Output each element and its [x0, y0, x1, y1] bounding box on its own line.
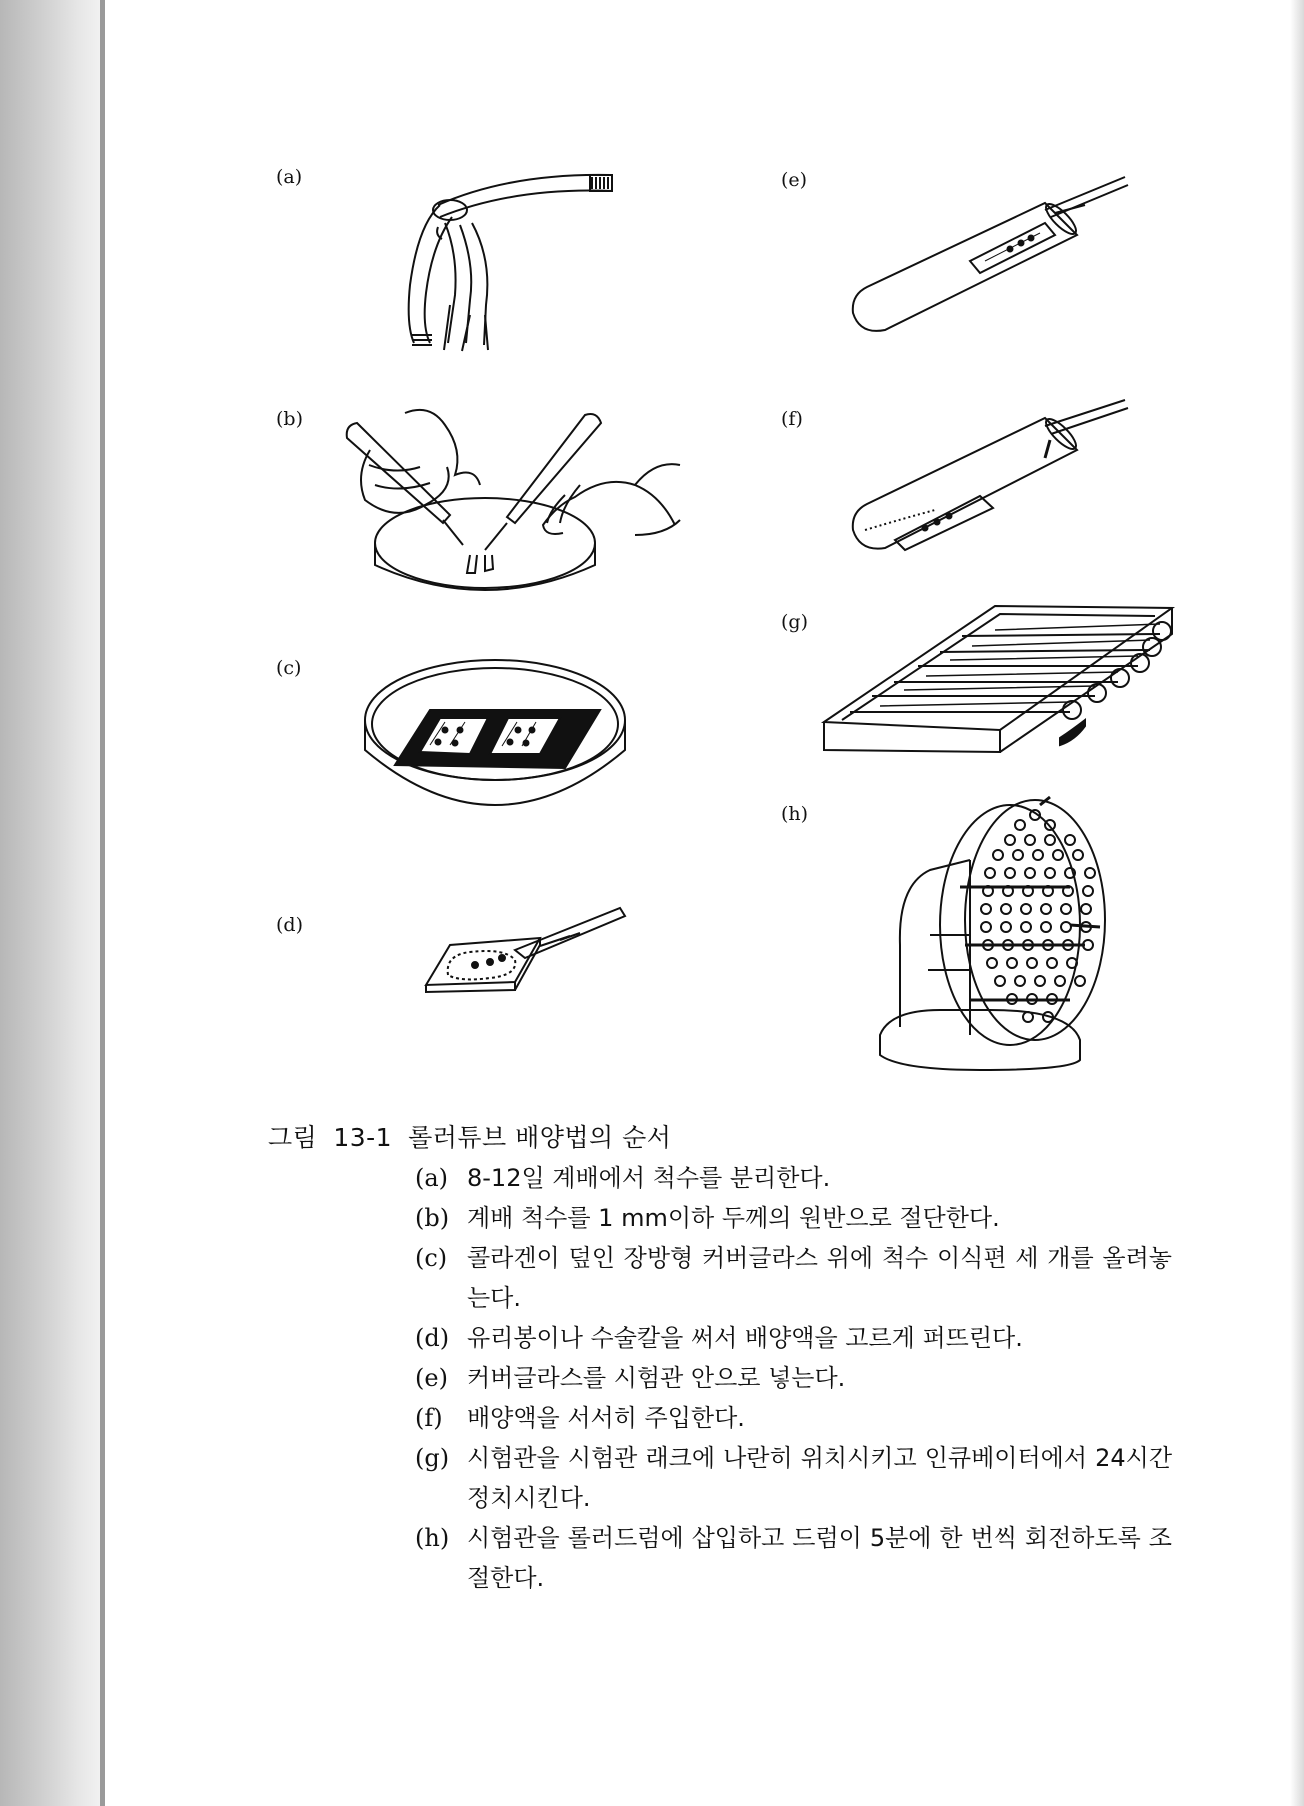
step-text: 계배 척수를 1 mm이하 두께의 원반으로 절단한다.	[467, 1204, 1000, 1232]
panel-label-h: (h)	[781, 803, 809, 825]
panel-label-b: (b)	[276, 408, 303, 430]
panel-label-g: (g)	[781, 611, 808, 633]
list-item	[415, 1238, 1172, 1318]
caption-prefix: 그림	[268, 1123, 318, 1152]
step-letter: (f)	[415, 1404, 443, 1432]
list-item	[415, 1518, 1172, 1598]
scalpel-spreading-icon	[420, 900, 630, 1000]
panel-label-a: (a)	[276, 166, 303, 188]
list-item	[415, 1358, 1172, 1398]
step-text: 콜라겐이 덮인 장방형 커버글라스 위에 척수 이식편 세 개를 올려놓는다.	[467, 1244, 1172, 1312]
panel-label-f: (f)	[781, 408, 803, 430]
spinal-cord-cutting-icon	[335, 405, 695, 610]
test-tube-rack-icon	[820, 600, 1175, 755]
procedure-steps	[415, 1158, 1172, 1598]
panel-label-e: (e)	[781, 169, 808, 191]
panel-label-d: (d)	[276, 914, 303, 936]
medium-injection-icon	[845, 400, 1130, 555]
step-text: 시험관을 시험관 래크에 나란히 위치시키고 인큐베이터에서 24시간 정치시킨다.	[467, 1444, 1172, 1512]
step-letter: (a)	[415, 1164, 449, 1192]
step-letter: (c)	[415, 1244, 448, 1272]
step-text: 8-12일 계배에서 척수를 분리한다.	[467, 1164, 831, 1192]
figure-caption	[268, 1118, 687, 1154]
step-text: 커버글라스를 시험관 안으로 넣는다.	[467, 1364, 846, 1392]
step-letter: (d)	[415, 1324, 450, 1352]
step-letter: (g)	[415, 1444, 450, 1472]
list-item	[415, 1318, 1172, 1358]
list-item	[415, 1158, 1172, 1198]
caption-number: 13-1	[333, 1123, 393, 1152]
roller-drum-icon	[870, 795, 1110, 1085]
list-item	[415, 1198, 1172, 1238]
decapitation-scissors-icon	[400, 165, 630, 360]
list-item	[415, 1438, 1172, 1518]
test-tube-insertion-icon	[845, 165, 1130, 340]
page-edge-shadow	[1290, 0, 1304, 1806]
step-text: 시험관을 롤러드럼에 삽입하고 드럼이 5분에 한 번씩 회전하도록 조절한다.	[467, 1524, 1172, 1592]
book-spine	[0, 0, 104, 1806]
step-letter: (e)	[415, 1364, 448, 1392]
panel-label-c: (c)	[276, 657, 302, 679]
step-letter: (b)	[415, 1204, 450, 1232]
list-item	[415, 1398, 1172, 1438]
step-letter: (h)	[415, 1524, 450, 1552]
step-text: 배양액을 서서히 주입한다.	[467, 1404, 745, 1432]
caption-title: 롤러튜브 배양법의 순서	[408, 1123, 672, 1152]
step-text: 유리봉이나 수술칼을 써서 배양액을 고르게 퍼뜨린다.	[467, 1324, 1023, 1352]
coverglass-petri-dish-icon	[360, 650, 630, 835]
